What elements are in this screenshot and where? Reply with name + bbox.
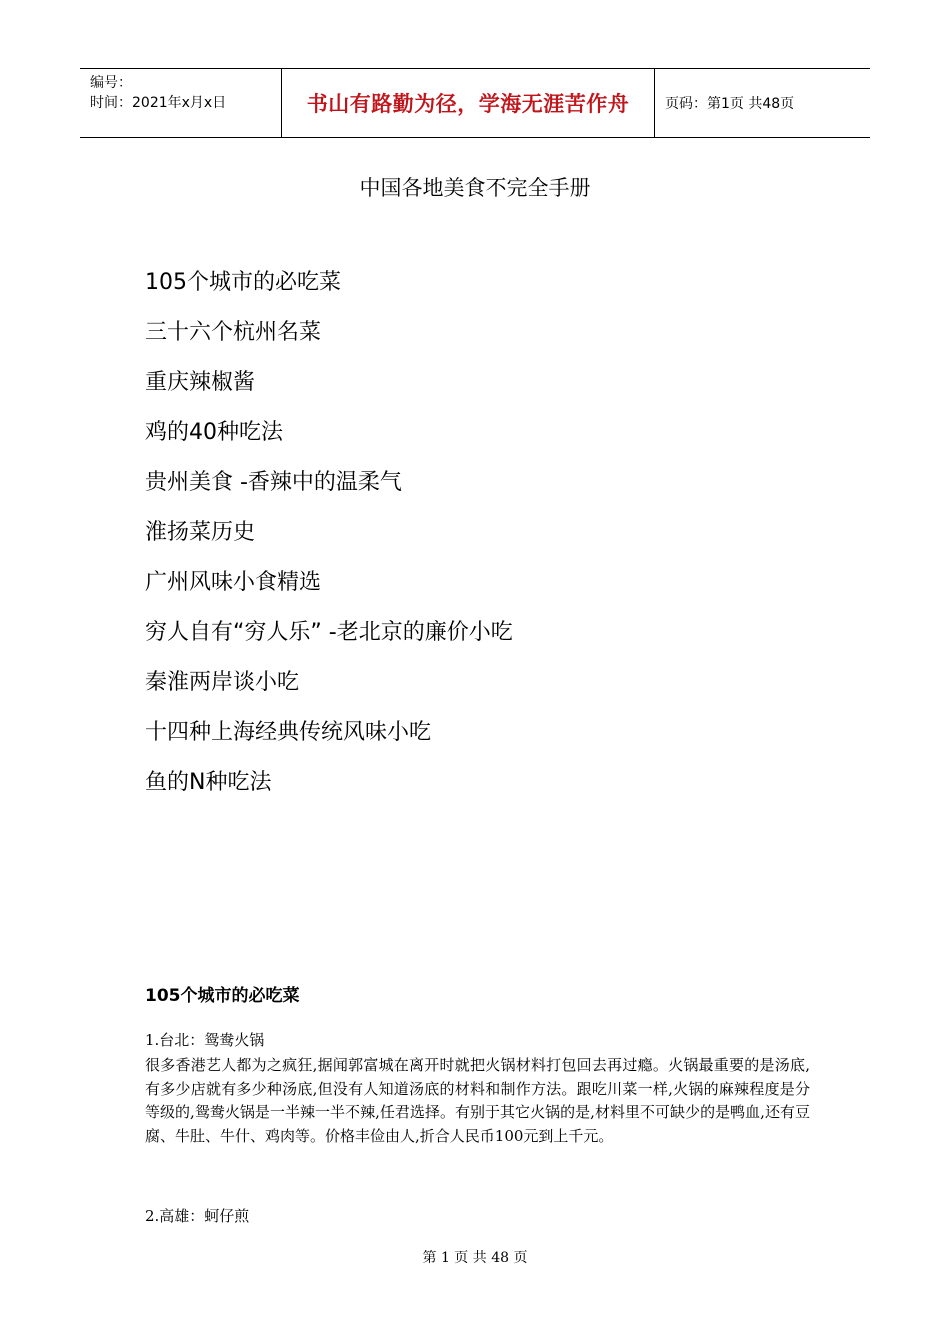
toc-item[interactable]: 广州风味小食精选 xyxy=(145,570,322,595)
number-label: 编号： xyxy=(90,75,132,91)
header-page-info xyxy=(655,69,870,137)
time-label: 时间：2021年x月x日 xyxy=(90,95,227,111)
toc-item[interactable]: 105个城市的必吃菜 xyxy=(145,270,341,295)
item2-title: 2.高雄：蚵仔煎 xyxy=(145,1207,250,1225)
toc-item[interactable]: 鱼的N种吃法 xyxy=(145,770,272,795)
toc-item[interactable]: 贵州美食 -香辣中的温柔气 xyxy=(145,470,402,495)
toc-item[interactable]: 秦淮两岸谈小吃 xyxy=(145,670,300,695)
toc-item[interactable]: 鸡的40种吃法 xyxy=(145,420,283,445)
page-footer: 第 1 页 共 48 页 xyxy=(422,1250,528,1266)
toc-item[interactable]: 重庆辣椒酱 xyxy=(145,370,256,395)
document-title: 中国各地美食不完全手册 xyxy=(359,176,591,200)
table-of-contents xyxy=(145,266,513,816)
toc-item[interactable]: 十四种上海经典传统风味小吃 xyxy=(145,720,432,745)
page-info-text: 页码：第1页 共48页 xyxy=(665,96,795,112)
item1-paragraph: 很多香港艺人都为之疯狂,据闻郭富城在离开时就把火锅材料打包回去再过瘾。火锅最重要的是汤底,有多少店就有多少种汤底,但没有人知道汤底的材料和制作方法。跟吃川菜一样,火锅的麻辣程度是分等级的,鸳鸯火锅是一半辣一半不辣,任君选择。有别于其它火锅的是,材料里不可缺少的是鸭血,还有豆腐、牛肚、牛什、鸡肉等。价格丰俭由人,折合人民币100元到上千元。 xyxy=(145,1056,810,1145)
header-meta xyxy=(80,69,282,137)
motto-text: 书山有路勤为径，学海无涯苦作舟 xyxy=(306,91,630,116)
item1-title: 1.台北：鸳鸯火锅 xyxy=(145,1031,265,1049)
page-header xyxy=(80,68,870,138)
toc-item[interactable]: 淮扬菜历史 xyxy=(145,520,256,545)
section-heading: 105个城市的必吃菜 xyxy=(145,986,300,1006)
toc-item[interactable]: 穷人自有“穷人乐” -老北京的廉价小吃 xyxy=(145,620,513,645)
header-motto xyxy=(282,69,655,137)
toc-item[interactable]: 三十六个杭州名菜 xyxy=(145,320,322,345)
